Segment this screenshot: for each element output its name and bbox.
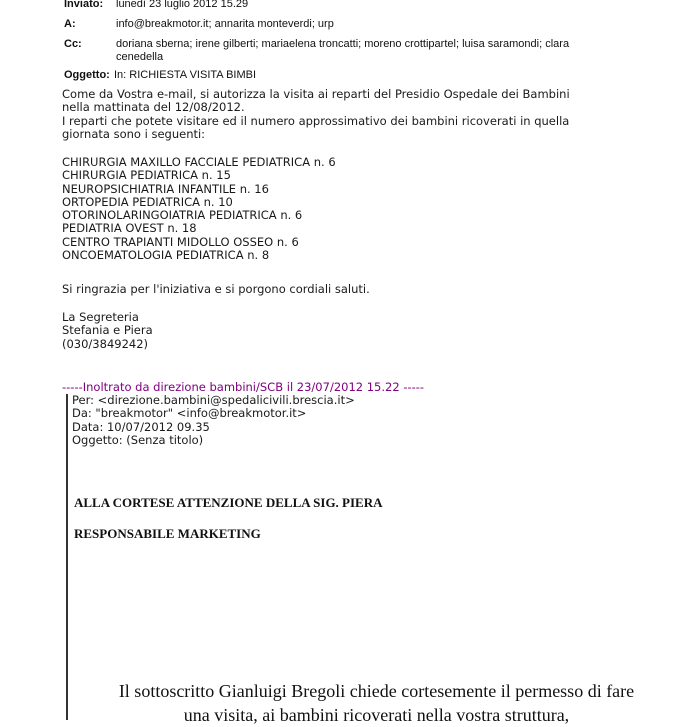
ward-item: CENTRO TRAPIANTI MIDOLLO OSSEO n. 6	[62, 234, 299, 249]
sent-value: lunedì 23 luglio 2012 15.29	[116, 0, 249, 10]
message-intro	[62, 88, 662, 141]
intro-line: I reparti che potete visitare ed il numero approssimativo dei bambini ricoverati in quella	[62, 113, 570, 128]
ward-item: CHIRURGIA PEDIATRICA n. 15	[62, 168, 231, 183]
ward-item: CHIRURGIA MAXILLO FACCIALE PEDIATRICA n. 6	[62, 155, 336, 169]
ward-item: OTORINOLARINGOIATRIA PEDIATRICA n. 6	[62, 208, 303, 223]
signature-line: La Segreteria	[62, 310, 139, 324]
forwarded-meta	[72, 394, 355, 448]
ward-item: ORTOPEDIA PEDIATRICA n. 10	[62, 194, 233, 209]
ward-item: ONCOEMATOLOGIA PEDIATRICA n. 8	[62, 248, 270, 263]
signature	[62, 311, 662, 351]
signature-line: Stefania e Piera	[62, 323, 153, 338]
to-label: A:	[64, 18, 76, 30]
subject-label: Oggetto:	[64, 69, 110, 81]
forwarded-to: Per: <direzione.bambini@spedalicivili.brescia.it>	[72, 393, 355, 407]
quote-bar	[66, 394, 68, 720]
ward-item: PEDIATRIA OVEST n. 18	[62, 221, 197, 236]
ward-item: NEUROPSICHIATRIA INFANTILE n. 16	[62, 181, 269, 196]
letter-line: una visita, ai bambini ricoverati nella vostra struttura,	[183, 705, 570, 725]
signature-line: (030/3849242)	[62, 336, 149, 351]
forwarded-subject: Oggetto: (Senza titolo)	[72, 433, 204, 448]
letter-line: Il sottoscritto Gianluigi Bregoli chiede cortesemente il permesso di fare	[118, 681, 635, 701]
forwarded-date: Data: 10/07/2012 09.35	[72, 419, 210, 434]
intro-line: nella mattinata del 12/08/2012.	[62, 100, 245, 115]
to-value: info@breakmotor.it; annarita monteverdi; urp	[116, 18, 334, 30]
forwarded-from: Da: "breakmotor" <info@breakmotor.it>	[72, 406, 307, 421]
subject-value: In: RICHIESTA VISITA BIMBI	[114, 69, 257, 81]
role-heading: RESPONSABILE MARKETING	[74, 526, 261, 541]
cc-label: Cc:	[64, 38, 82, 50]
closing-text: Si ringrazia per l'iniziativa e si porgono cordiali saluti.	[62, 282, 370, 296]
cc-value: doriana sberna; irene gilberti; mariaelena troncatti; moreno crottipartel; luisa saramondi; clara cenedella	[116, 38, 570, 63]
forward-separator: -----Inoltrato da direzione bambini/SCB il 23/07/2012 15.22 -----	[62, 380, 425, 394]
intro-line: Come da Vostra e-mail, si autorizza la visita ai reparti del Presidio Ospedale dei Bambini	[62, 87, 570, 101]
intro-line: giornata sono i seguenti:	[62, 126, 206, 141]
ward-list	[62, 156, 662, 262]
attention-heading: ALLA CORTESE ATTENZIONE DELLA SIG. PIERA	[74, 495, 383, 510]
sent-label: Inviato:	[64, 0, 104, 10]
